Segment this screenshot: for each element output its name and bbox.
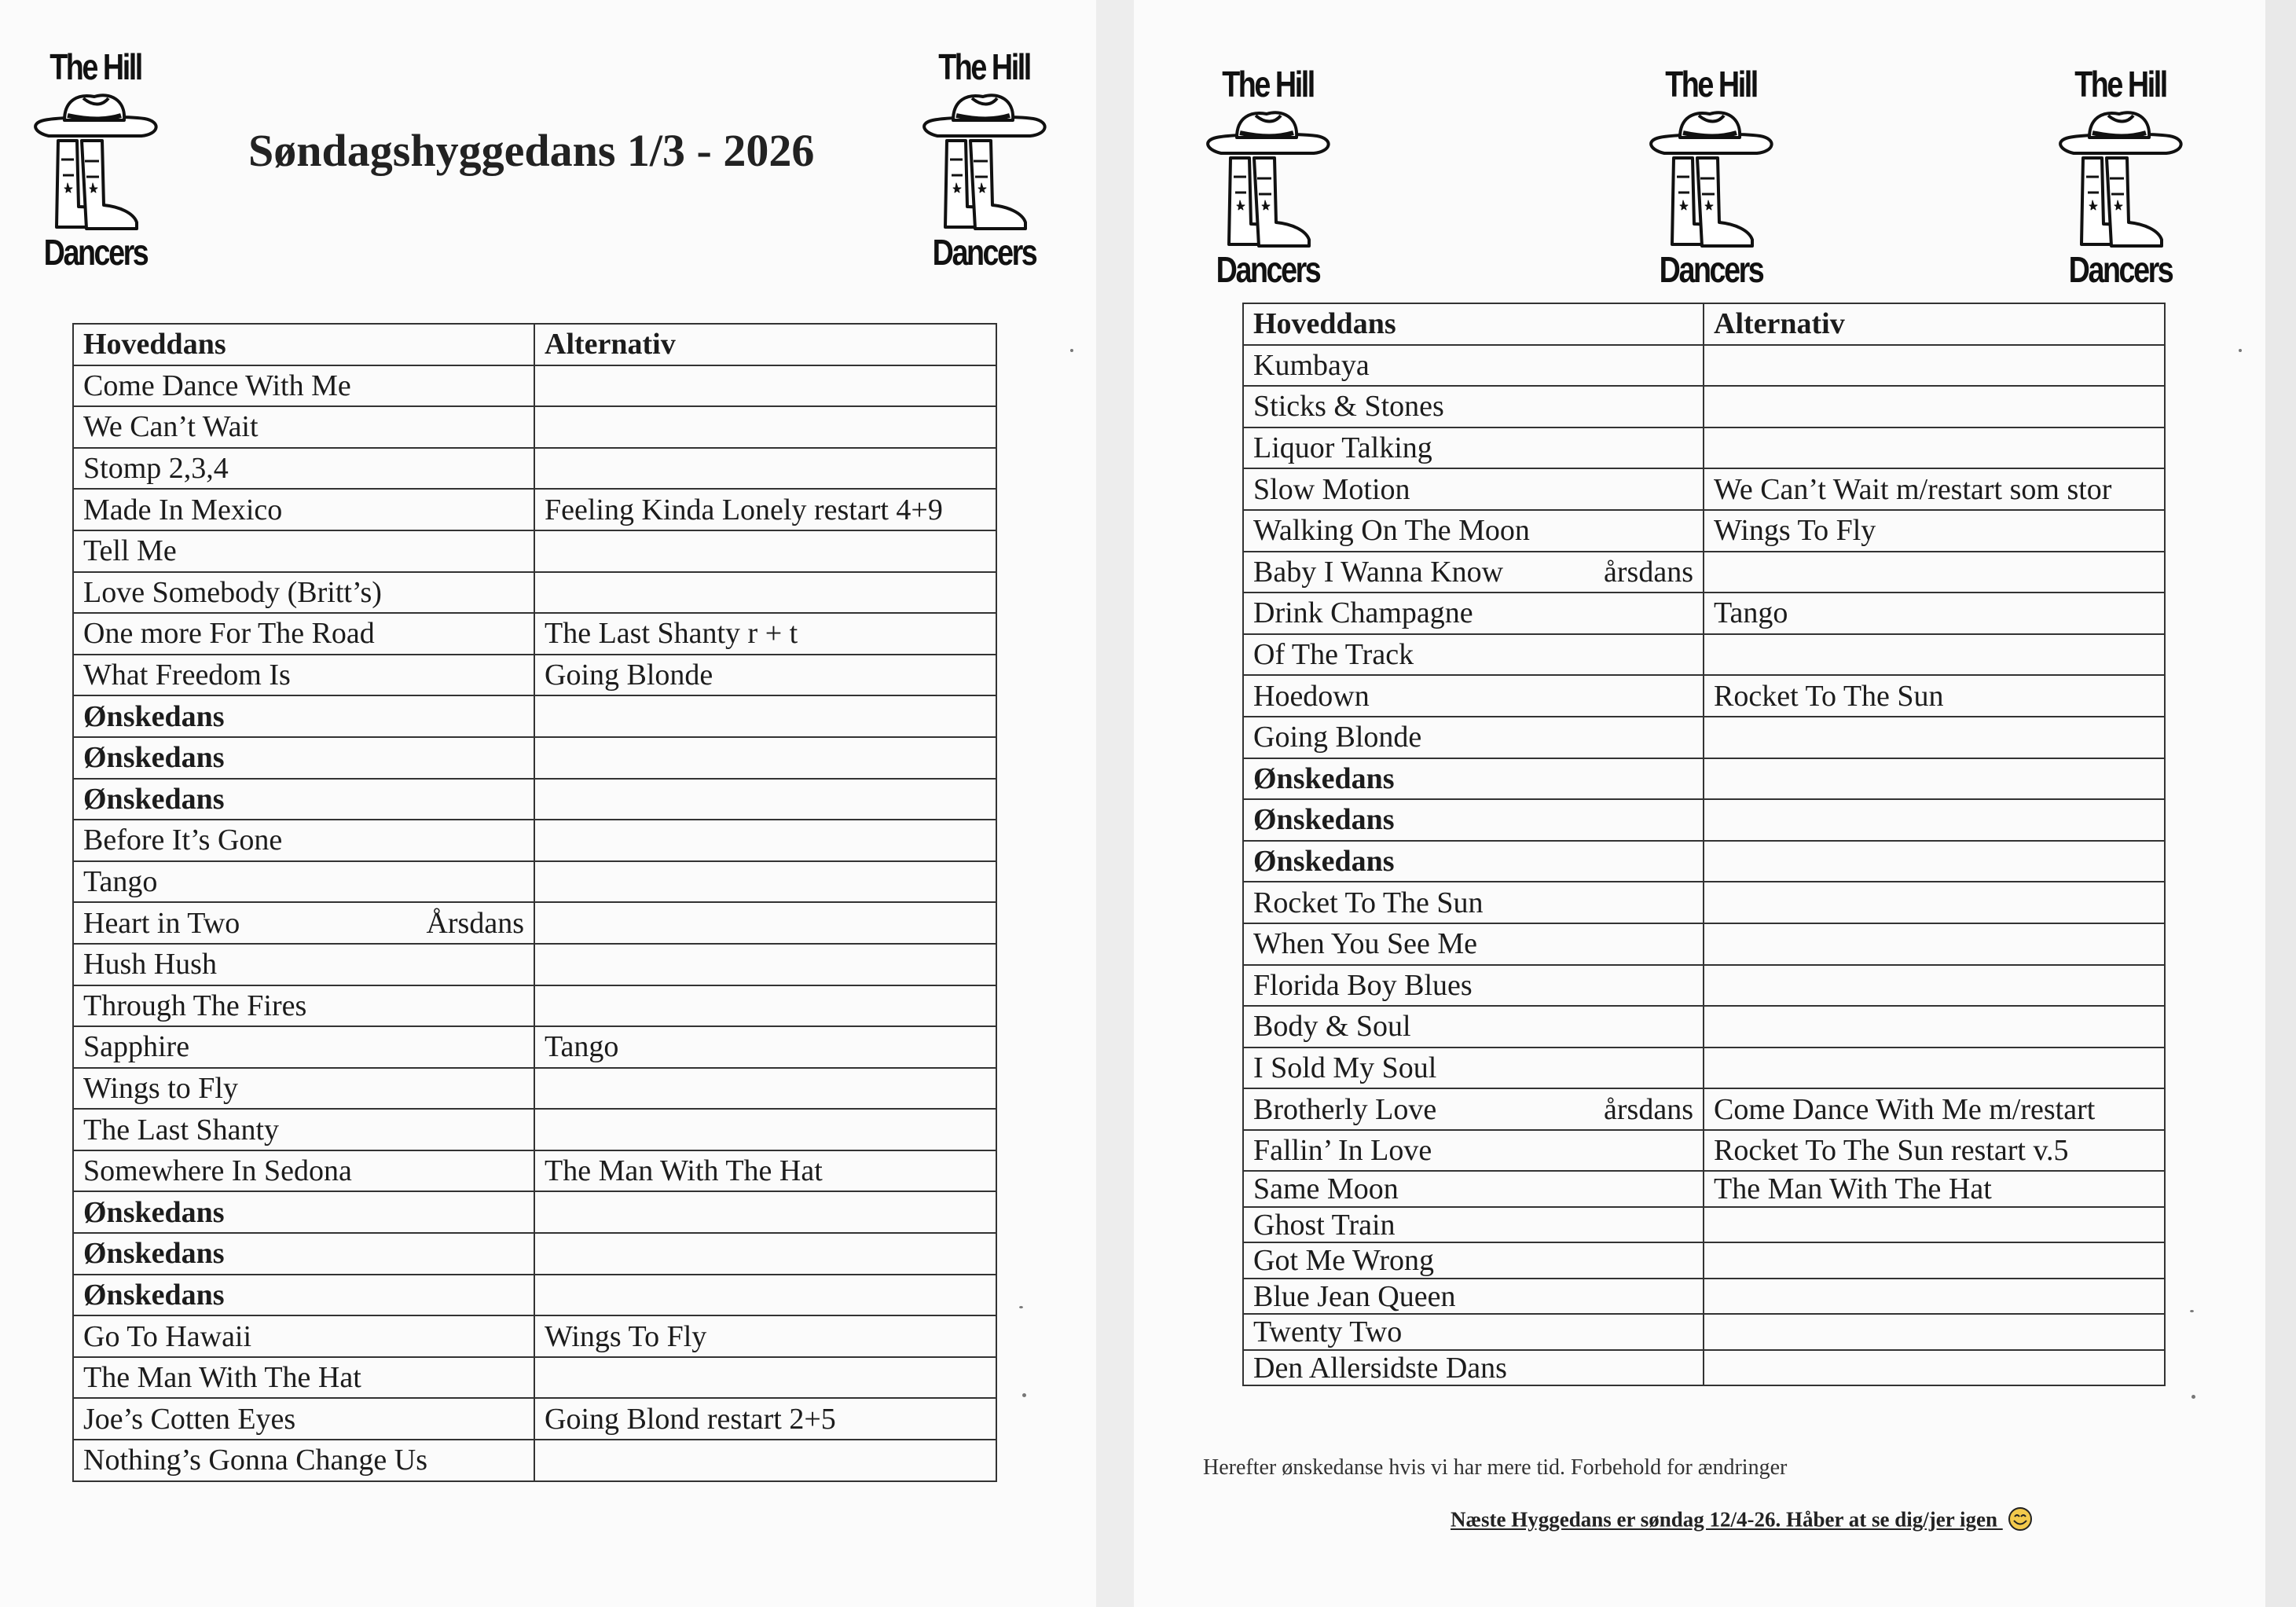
club-logo — [1642, 63, 1780, 299]
alternative-cell — [1704, 1279, 2165, 1315]
dance-name-cell — [1243, 345, 1704, 387]
dance-name: Blue Jean Queen — [1253, 1279, 1456, 1313]
table-row — [73, 1150, 996, 1192]
alternative-cell — [1704, 1047, 2165, 1089]
dance-table — [72, 323, 997, 1482]
alternative-cell: Tango — [1704, 593, 2165, 634]
dance-name-cell — [1243, 1006, 1704, 1047]
alternative-cell — [534, 695, 996, 737]
scan-speck — [2190, 1310, 2194, 1312]
dance-name: Ønskedans — [83, 782, 225, 816]
dance-name: One more For The Road — [83, 617, 375, 651]
table-row — [1243, 841, 2165, 882]
dance-name: Of The Track — [1253, 638, 1414, 672]
dance-name-cell — [1243, 1279, 1704, 1315]
alternative-cell — [534, 1233, 996, 1275]
alternative-cell — [534, 902, 996, 944]
table-row — [1243, 758, 2165, 800]
alternative-cell — [534, 1191, 996, 1233]
table-row — [73, 613, 996, 655]
dance-name: Rocket To The Sun — [1253, 886, 1484, 919]
column-header-alt: Alternativ — [534, 324, 996, 365]
logo-text-bottom: Dancers — [1659, 249, 1763, 290]
table-row — [1243, 1279, 2165, 1315]
dance-name-cell — [1243, 841, 1704, 882]
dance-name-cell — [73, 572, 534, 614]
table-row — [1243, 593, 2165, 634]
table-row — [73, 820, 996, 861]
dance-name: Tell Me — [83, 534, 177, 568]
table-row — [73, 902, 996, 944]
dance-name: Brotherly Love — [1253, 1092, 1437, 1126]
dance-name-cell — [73, 448, 534, 490]
dance-name: Twenty Two — [1253, 1315, 1403, 1349]
footer-note: Herefter ønskedanse hvis vi har mere tid. Forbehold for ændringer — [1203, 1455, 1788, 1480]
alternative-cell — [1704, 758, 2165, 800]
cowboy-hat-boots-icon — [2052, 106, 2189, 255]
table-row — [73, 365, 996, 407]
dance-name-cell — [73, 1398, 534, 1440]
alternative-cell — [534, 448, 996, 490]
year-dance-tag: årsdans — [1604, 555, 1693, 589]
column-header-alt: Alternativ — [1704, 303, 2165, 345]
smiley-icon — [2008, 1506, 2033, 1537]
dance-name: Made In Mexico — [83, 493, 283, 526]
table-row — [1243, 882, 2165, 923]
alternative-cell — [534, 944, 996, 985]
dance-name-cell — [1243, 882, 1704, 923]
dance-name-cell — [1243, 758, 1704, 800]
table-header-row — [73, 324, 996, 365]
scan-speck — [2239, 349, 2242, 352]
dance-name-cell — [73, 1233, 534, 1275]
dance-name-cell — [73, 1440, 534, 1481]
dance-name: The Man With The Hat — [83, 1361, 361, 1395]
dance-name-cell — [1243, 634, 1704, 676]
dance-name-cell — [1243, 1171, 1704, 1207]
dance-name-cell — [1243, 510, 1704, 552]
alternative-cell: Come Dance With Me m/restart — [1704, 1088, 2165, 1130]
dance-name: Sapphire — [83, 1030, 190, 1064]
scan-speck — [1019, 1306, 1023, 1308]
dance-name-cell — [1243, 386, 1704, 427]
dance-name-cell — [73, 820, 534, 861]
logo-text-top: The Hill — [50, 46, 141, 87]
alternative-cell — [1704, 634, 2165, 676]
table-row — [73, 1398, 996, 1440]
club-logo — [1199, 63, 1337, 299]
dance-name: I Sold My Soul — [1253, 1051, 1437, 1084]
alternative-cell — [1704, 923, 2165, 965]
dance-name-cell — [73, 365, 534, 407]
alternative-cell — [534, 406, 996, 448]
table-row — [73, 861, 996, 903]
alternative-cell — [534, 1068, 996, 1110]
logo-text-top: The Hill — [1222, 64, 1314, 105]
dance-name-cell — [73, 1275, 534, 1316]
alternative-cell — [1704, 1207, 2165, 1243]
alternative-cell — [1704, 552, 2165, 593]
dance-name-cell — [73, 1191, 534, 1233]
dance-name: Heart in Two — [83, 906, 240, 940]
table-row — [1243, 1006, 2165, 1047]
table-row — [73, 1068, 996, 1110]
dance-name-cell — [73, 1150, 534, 1192]
dance-name-cell — [73, 944, 534, 985]
table-row — [1243, 717, 2165, 758]
logo-text-top: The Hill — [938, 46, 1030, 87]
dance-name: Nothing’s Gonna Change Us — [83, 1444, 428, 1477]
column-header-main: Hoveddans — [1243, 303, 1704, 345]
alternative-cell — [534, 1357, 996, 1399]
dance-name-cell — [73, 985, 534, 1027]
dance-name: Body & Soul — [1253, 1010, 1411, 1044]
dance-name-cell — [1243, 1242, 1704, 1279]
table-row — [73, 695, 996, 737]
dance-name-cell — [1243, 427, 1704, 469]
dance-name-cell — [73, 902, 534, 944]
logo-text-top: The Hill — [1665, 64, 1757, 105]
cowboy-hat-boots-icon — [27, 89, 164, 238]
year-dance-tag: årsdans — [1604, 1092, 1693, 1126]
alternative-cell — [1704, 717, 2165, 758]
alternative-cell: Wings To Fly — [1704, 510, 2165, 552]
dance-name: When You See Me — [1253, 927, 1477, 961]
table-row — [73, 1109, 996, 1150]
dance-name-cell — [73, 530, 534, 572]
alternative-cell — [1704, 1314, 2165, 1350]
dance-name-cell — [73, 779, 534, 820]
dance-name-cell — [1243, 593, 1704, 634]
dance-name: Walking On The Moon — [1253, 514, 1530, 548]
dance-name: We Can’t Wait — [83, 410, 259, 444]
table-row — [1243, 1047, 2165, 1089]
dance-name: Joe’s Cotten Eyes — [83, 1402, 296, 1436]
alternative-cell: Going Blond restart 2+5 — [534, 1398, 996, 1440]
dance-name-cell — [1243, 1207, 1704, 1243]
table-row — [73, 572, 996, 614]
alternative-cell — [534, 861, 996, 903]
alternative-cell — [534, 985, 996, 1027]
table-row — [73, 655, 996, 696]
alternative-cell — [534, 530, 996, 572]
alternative-cell — [1704, 882, 2165, 923]
table-row — [1243, 634, 2165, 676]
dance-name: Same Moon — [1253, 1172, 1399, 1206]
alternative-cell: The Man With The Hat — [534, 1150, 996, 1192]
dance-name-cell — [73, 1068, 534, 1110]
alternative-cell — [1704, 1350, 2165, 1386]
club-logo — [27, 46, 164, 281]
logo-text-bottom: Dancers — [932, 232, 1036, 273]
dance-name-cell — [1243, 1088, 1704, 1130]
alternative-cell — [534, 1440, 996, 1481]
dance-name-cell — [1243, 1314, 1704, 1350]
alternative-cell: Feeling Kinda Lonely restart 4+9 — [534, 489, 996, 530]
table-row — [1243, 1350, 2165, 1386]
dance-name: Ønskedans — [83, 1278, 225, 1312]
dance-name-cell — [1243, 965, 1704, 1007]
table-row — [73, 1275, 996, 1316]
dance-name: Stomp 2,3,4 — [83, 452, 229, 486]
table-row — [73, 944, 996, 985]
year-dance-tag: Årsdans — [426, 906, 524, 940]
table-row — [73, 406, 996, 448]
dance-name: Florida Boy Blues — [1253, 968, 1473, 1002]
table-row — [1243, 1314, 2165, 1350]
next-event-text: Næste Hyggedans er søndag 12/4-26. Håber at se dig/jer igen — [1451, 1507, 1997, 1532]
alternative-cell: Rocket To The Sun restart v.5 — [1704, 1130, 2165, 1172]
alternative-cell — [534, 737, 996, 779]
page-title: Søndagshyggedans 1/3 - 2026 — [248, 125, 815, 176]
dance-name: Got Me Wrong — [1253, 1244, 1434, 1278]
alternative-cell — [534, 572, 996, 614]
logo-text-bottom: Dancers — [2068, 249, 2173, 290]
table-row — [1243, 386, 2165, 427]
dance-name: Ønskedans — [83, 1237, 225, 1271]
alternative-cell — [1704, 386, 2165, 427]
dance-name: Ønskedans — [1253, 803, 1395, 837]
alternative-cell — [534, 779, 996, 820]
dance-name-cell — [73, 1357, 534, 1399]
column-header-main: Hoveddans — [73, 324, 534, 365]
table-row — [73, 489, 996, 530]
table-row — [1243, 510, 2165, 552]
alternative-cell — [1704, 1006, 2165, 1047]
logo-text-top: The Hill — [2074, 64, 2166, 105]
table-body — [1243, 345, 2165, 1386]
alternative-cell — [534, 1109, 996, 1150]
alternative-cell — [1704, 965, 2165, 1007]
dance-name-cell — [73, 655, 534, 696]
dance-name-cell — [1243, 468, 1704, 510]
dance-name-cell — [73, 737, 534, 779]
scan-speck — [1070, 349, 1073, 352]
table-row — [1243, 552, 2165, 593]
dance-name: Before It’s Gone — [83, 824, 283, 857]
alternative-cell: The Man With The Hat — [1704, 1171, 2165, 1207]
dance-name: Drink Champagne — [1253, 596, 1473, 630]
dance-name: What Freedom Is — [83, 659, 291, 692]
next-event-note — [1451, 1506, 2033, 1537]
club-logo — [2052, 63, 2189, 299]
dance-name: Ønskedans — [83, 741, 225, 775]
dance-name: Baby I Wanna Know — [1253, 555, 1504, 589]
dance-name-cell — [73, 489, 534, 530]
alternative-cell — [1704, 427, 2165, 469]
alternative-cell: Rocket To The Sun — [1704, 675, 2165, 717]
dance-name-cell — [73, 406, 534, 448]
alternative-cell — [534, 365, 996, 407]
alternative-cell — [1704, 799, 2165, 841]
table-row — [73, 985, 996, 1027]
table-row — [1243, 923, 2165, 965]
dance-name: Hush Hush — [83, 948, 217, 981]
dance-name-cell — [1243, 675, 1704, 717]
dance-name: Ønskedans — [83, 1195, 225, 1229]
dance-name-cell — [73, 695, 534, 737]
alternative-cell — [1704, 345, 2165, 387]
table-row — [1243, 345, 2165, 387]
table-row — [73, 1191, 996, 1233]
dance-name-cell — [1243, 923, 1704, 965]
table-row — [1243, 799, 2165, 841]
alternative-cell: The Last Shanty r + t — [534, 613, 996, 655]
scan-speck — [1022, 1393, 1026, 1397]
dance-name: Love Somebody (Britt’s) — [83, 575, 382, 609]
page-1 — [0, 0, 1096, 1607]
table-header-row — [1243, 303, 2165, 345]
table-row — [73, 1357, 996, 1399]
dance-name: Hoedown — [1253, 679, 1370, 713]
dance-name: Slow Motion — [1253, 472, 1410, 506]
alternative-cell: Tango — [534, 1026, 996, 1068]
alternative-cell — [1704, 1242, 2165, 1279]
dance-name-cell — [1243, 717, 1704, 758]
alternative-cell: We Can’t Wait m/restart som stor — [1704, 468, 2165, 510]
dance-name-cell — [73, 1026, 534, 1068]
dance-name: Sticks & Stones — [1253, 390, 1444, 424]
cowboy-hat-boots-icon — [1642, 106, 1780, 255]
dance-name: Den Allersidste Dans — [1253, 1351, 1507, 1385]
dance-name: Go To Hawaii — [83, 1319, 252, 1353]
dance-name-cell — [1243, 799, 1704, 841]
dance-name: Wings to Fly — [83, 1071, 238, 1105]
table-row — [73, 1233, 996, 1275]
table-row — [1243, 427, 2165, 469]
table-row — [73, 1026, 996, 1068]
table-row — [1243, 1207, 2165, 1243]
table-body — [73, 365, 996, 1481]
dance-name-cell — [1243, 1350, 1704, 1386]
dance-name: Fallin’ In Love — [1253, 1134, 1432, 1168]
table-row — [1243, 675, 2165, 717]
scan-speck — [2191, 1395, 2195, 1399]
table-row — [73, 530, 996, 572]
dance-name: Ghost Train — [1253, 1208, 1396, 1242]
dance-name-cell — [73, 861, 534, 903]
dance-table — [1242, 303, 2166, 1386]
table-row — [1243, 965, 2165, 1007]
dance-name: Going Blonde — [1253, 721, 1422, 754]
alternative-cell: Going Blonde — [534, 655, 996, 696]
alternative-cell — [1704, 841, 2165, 882]
cowboy-hat-boots-icon — [915, 89, 1053, 238]
table-row — [73, 737, 996, 779]
dance-name: Tango — [83, 865, 158, 899]
table-row — [1243, 1088, 2165, 1130]
sheet-gap — [1096, 0, 1134, 1607]
dance-name-cell — [73, 1315, 534, 1357]
logo-text-bottom: Dancers — [43, 232, 148, 273]
table-row — [1243, 468, 2165, 510]
table-row — [73, 1315, 996, 1357]
table-row — [73, 448, 996, 490]
dance-name: Through The Fires — [83, 989, 307, 1022]
table-row — [73, 779, 996, 820]
dance-name-cell — [73, 1109, 534, 1150]
dance-name: Kumbaya — [1253, 348, 1370, 382]
table-row — [1243, 1171, 2165, 1207]
alternative-cell: Wings To Fly — [534, 1315, 996, 1357]
dance-name: Ønskedans — [1253, 761, 1395, 795]
dance-name: The Last Shanty — [83, 1113, 280, 1147]
dance-name: Somewhere In Sedona — [83, 1154, 352, 1188]
table-row — [73, 1440, 996, 1481]
alternative-cell — [534, 820, 996, 861]
club-logo — [915, 46, 1053, 281]
table-row — [1243, 1242, 2165, 1279]
dance-name: Ønskedans — [83, 699, 225, 733]
dance-name: Come Dance With Me — [83, 369, 351, 402]
alternative-cell — [534, 1275, 996, 1316]
dance-name: Ønskedans — [1253, 845, 1395, 879]
dance-name-cell — [73, 613, 534, 655]
dance-name-cell — [1243, 552, 1704, 593]
dance-name-cell — [1243, 1047, 1704, 1089]
cowboy-hat-boots-icon — [1199, 106, 1337, 255]
logo-text-bottom: Dancers — [1216, 249, 1320, 290]
table-row — [1243, 1130, 2165, 1172]
dance-name-cell — [1243, 1130, 1704, 1172]
dance-name: Liquor Talking — [1253, 431, 1432, 465]
